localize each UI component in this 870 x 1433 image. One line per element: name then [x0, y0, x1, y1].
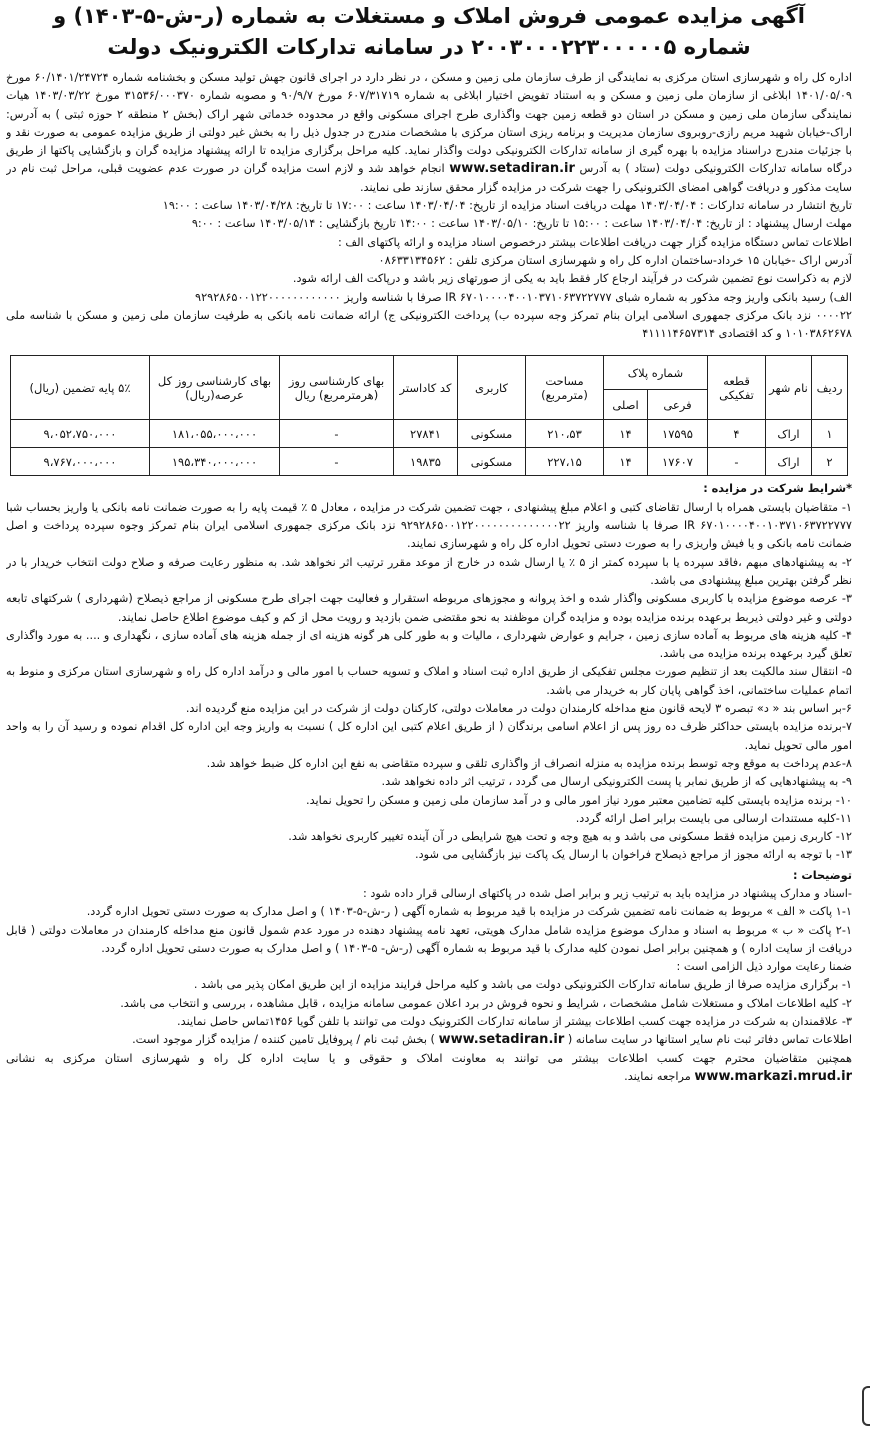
ad-title-line2: شماره ۲۰۰۳۰۰۰۲۲۳۰۰۰۰۰۵ در سامانه تدارکات الکترونیک دولت [107, 35, 751, 59]
condition-item: ۱۱-کلیه مستندات ارسالی می بایست برابر اصل ارائه گردد. [575, 811, 852, 825]
cell-city: اراک [766, 420, 812, 448]
cell-area: ۲۱۰،۵۳ [526, 420, 604, 448]
notes-heading: توضیحات : [792, 868, 852, 882]
cell-price-sqm: - [280, 420, 394, 448]
col-base-guarantee: ۵٪ پایه تضمین (ریال) [11, 356, 150, 420]
condition-item: ۳- عرصه موضوع مزایده با کاربری مسکونی واگذار شده و اخذ پروانه و مجوزهای مربوطه استقرار و فعالیت جهت اجرای طرح مسکونی از مراجع ذیصلاح (شهرداری ) شرکتهای تابعه دولتی و غیر دولتی ذیربط برعهده برنده مزایده بوده و مزایده گران موظفند به نحو مقتضی ضمن بازدید و رویت محل از کم و کیف موضوع اطلاع حاصل نمایند. [6, 592, 852, 624]
cell-main: ۱۴ [604, 420, 648, 448]
bank-receipt-line: الف) رسید بانکی واریز وجه مذکور به شماره شبای IR ۶۷۰۱۰۰۰۰۴۰۰۱۰۳۷۱۰۶۳۷۲۲۷۷۷ صرفا با شناسه واریز ۹۲۹۲۸۶۵۰۰۱۲۲۰۰۰۰۰۰۰۰۰۰۰۰ [195, 290, 852, 304]
condition-item: ۱۰- برنده مزایده بایستی کلیه تضامین معتبر مورد نیاز امور مالی و در آمد سازمان ملی زمین و مسکن را تحویل نماید. [306, 793, 852, 807]
page-edge-mark [862, 1386, 870, 1426]
dates-block [6, 197, 852, 307]
cell-price-sqm: - [280, 448, 394, 476]
condition-item: ۵- انتقال سند مالکیت بعد از تنظیم صورت مجلس تفکیکی از طریق اداره ثبت اسناد و املاک و تسویه حساب با امور مالی و درآمد اداره کل راه و شهرسازی استان مرکزی و منوط به اتمام عملیات ساختمانی، اخذ گواهی پایان کار به خریدار می باشد. [6, 665, 852, 697]
cell-usage: مسکونی [458, 420, 526, 448]
col-area: مساحت (مترمربع) [526, 356, 604, 420]
note-item: ضمنا رعایت موارد ذیل الزامی است : [676, 960, 852, 974]
col-plate-sub: فرعی [648, 390, 708, 420]
guarantee-note: لازم به ذکراست نوع تضمین شرکت در فرآیند ارجاع کار فقط باید به یکی از صورتهای زیر باشد و درپاکت الف ارائه شود. [292, 272, 852, 286]
submission-dates: مهلت ارسال پیشنهاد : از تاریخ: ۱۴۰۳/۰۴/۰۴ ساعت : ۱۵:۰۰ تا تاریخ: ۱۴۰۳/۰۵/۱۰ ساعت : ۱۴:۰۰ تاریخ بازگشایی : ۱۴۰۳/۰۵/۱۴ ساعت : ۹:۰۰ [191, 217, 852, 231]
setad-link-footer[interactable]: www.setadiran.ir [438, 1032, 565, 1048]
contact-heading: اطلاعات تماس دستگاه مزایده گزار جهت دریافت اطلاعات بیشتر درخصوص اسناد مزایده و ارائه پاکتهای الف : [338, 235, 852, 249]
cell-price-total: ۱۸۱،۰۵۵،۰۰۰،۰۰۰ [150, 420, 280, 448]
condition-item: ۹- به پیشنهادهایی که از طریق نمابر یا پست الکترونیکی ارسال می گردد ، ترتیب اثر داده نخواهد شد. [381, 775, 852, 789]
note-item: ۳- علاقمندان به شرکت در مزایده جهت کسب اطلاعات بیشتر از سامانه تدارکات الکترونیک دولت می توانند با تلفن گویا ۱۴۵۶تماس حاصل نمایند. [177, 1015, 852, 1029]
cell-base: ۹،۰۵۲،۷۵۰،۰۰۰ [11, 420, 150, 448]
condition-item: ۱۲- کاربری زمین مزایده فقط مسکونی می باشد و به هیچ وجه و تحت هیچ شرایطی در آن آینده تغییر کاربری نخواهد شد. [288, 830, 852, 844]
cell-city: اراک [766, 448, 812, 476]
guarantee-options: ۰۰۰۰۲۲ نزد بانک مرکزی جمهوری اسلامی ایران بنام تمرکز وجه سپرده ب) پرداخت الکترونیکی ج) ارائه ضمانت نامه بانکی به طرفیت سازمان ملی زمین و مسکن با شناسه ملی ۱۰۱۰۳۸۶۲۶۷۸ و کد اقتصادی ۴۱۱۱۱۴۶۵۷۳۱۴ [6, 308, 852, 341]
cell-cadastre: ۱۹۸۳۵ [394, 448, 458, 476]
properties-table [10, 355, 848, 476]
table-row [11, 448, 848, 476]
note-item: -اسناد و مدارک پیشنهاد در مزایده باید به ترتیب زیر و برابر اصل شده در پاکتهای ارسالی قرار داده شود : [362, 886, 852, 900]
office-address: آدرس اراک -خیابان ۱۵ خرداد-ساختمان اداره کل راه و شهرسازی استان مرکزی تلفن : ۰۸۶۳۳۱۳۴۵۶۲ [378, 253, 852, 267]
note-item: ۱- برگزاری مزایده صرفا از طریق سامانه تدارکات الکترونیکی دولت می باشد و کلیه مراحل فرایند مزایده از این طریق امکان پذیر می باشد . [193, 978, 852, 992]
markazi-link[interactable]: www.markazi.mrud.ir [694, 1068, 852, 1084]
cell-base: ۹،۷۶۷،۰۰۰،۰۰۰ [11, 448, 150, 476]
conditions-heading: *شرایط شرکت در مزایده : [703, 482, 852, 496]
contact-post: ) بخش ثبت نام / پروفایل تامین کننده / مزایده گزار موجود است. [132, 1033, 435, 1047]
note-item: ۲- کلیه اطلاعات املاک و مستغلات شامل مشخصات ، شرایط و نحوه فروش در برد اعلان عمومی سامانه مزایده ، قابل مشاهده ، بررسی و انتخاب می باشد. [120, 996, 852, 1010]
condition-item: ۸-عدم پرداخت به موقع وجه توسط برنده مزایده به منزله انصراف از واگذاری تلقی و سپرده متقاضی به نفع این اداره کل ضبط خواهد شد. [206, 756, 852, 770]
col-plate-main: اصلی [604, 390, 648, 420]
col-parcel: قطعه تفکیکی [708, 356, 766, 420]
intro-body-end: انجام خواهد شد و لازم است مزایده گران در صورت عدم عضویت قبلی، مراحل ثبت نام در سایت مذکور و دریافت گواهی امضای الکترونیکی را جهت شرکت در مزایده گزار محقق سازند طی نمایند. [6, 162, 852, 194]
contact-end: مراجعه نمایند. [624, 1069, 691, 1083]
col-price-sqm: بهای کارشناسی روز (هرمترمربع) ریال [280, 356, 394, 420]
condition-item: ۱۳- با توجه به ارائه مجوز از مراجع ذیصلاح فراخوان با ارسال یک پاکت نیز بازگشایی می شود. [415, 848, 852, 862]
col-row: ردیف [812, 356, 848, 420]
contact-info [6, 1031, 852, 1049]
col-plate: شماره پلاک [604, 356, 708, 390]
intro-paragraph [6, 69, 852, 197]
advertisement-document [6, 0, 852, 1433]
cell-row: ۱ [812, 420, 848, 448]
notes-list [6, 885, 852, 1031]
cell-price-total: ۱۹۵،۳۴۰،۰۰۰،۰۰۰ [150, 448, 280, 476]
note-item: ۱-۱ پاکت « الف » مربوط به ضمانت نامه تضمین شرکت در مزایده با قید مربوط به شماره آگهی ( ر-ش-۵-۱۴۰۳ ) و اصل مدارک به صورت دستی تحویل اداره گردد. [86, 905, 852, 919]
col-usage: کاربری [458, 356, 526, 420]
note-item: ۲-۱ پاکت « ب » مربوط به اسناد و مدارک موضوع مزایده شامل مدارک هویتی، تعهد نامه پیشنهاد دهنده در مورد عدم شمول قانون منع مداخله کارمندان در معاملات دولتی ( قابل دریافت از سایت اداره ) و همچنین برابر اصل نمودن کلیه مدارک با قید مربوط به شماره آگهی (ر-ش- ۵-۱۴۰۳ ) و اصل مدارک به صورت دستی تحویل اداره گردد. [6, 923, 852, 955]
condition-item: ۲- به پیشنهادهای مبهم ،فاقد سپرده یا با سپرده کمتر از ۵ ٪ یا ارسال شده در خارج از موعد مقرر ترتیب اثر نخواهد شد. به منظور رعایت صرفه و صلاح دولت انتخاب خریدار با در نظر گرفتن بهترین مبلغ پیشنهادی می باشد. [6, 555, 852, 587]
cell-sub: ۱۷۵۹۵ [648, 420, 708, 448]
cell-parcel: ۴ [708, 420, 766, 448]
condition-item: ۱- متقاضیان بایستی همراه با ارسال تقاضای کتبی و اعلام مبلغ پیشنهادی ، جهت تضمین شرکت در مزایده ، معادل ۵ ٪ قیمت پایه را به صورت ضمانت نامه بانکی یا واریز بحساب شبا IR ۶۷۰۱۰۰۰۰۴۰۰۱۰۳۷۱۰۶۳۷۲۲۷۷۷ صرفا با شناسه واریز ۹۲۹۲۸۶۵۰۰۱۲۲۰۰۰۰۰۰۰۰۰۰۰۰۰۰۲۲ نزد بانک مرکزی جمهوری اسلامی ایران بنام تمرکز وجوه سپرده پرداخت و اصل ضمانت نامه بانکی و یا فیش واریزی را به صورت دستی تحویل اداره کل راه و شهرسازی نمایند. [6, 500, 852, 551]
col-city: نام شهر [766, 356, 812, 420]
contact-line2: همچنین متقاضیان محترم جهت کسب اطلاعات بیشتر می توانند به معاونت املاک و حقوقی و یا سایت اداره کل راه و شهرسازی استان مرکزی به نشانی [6, 1051, 852, 1065]
condition-item: ۷-برنده مزایده بایستی حداکثر ظرف ده روز پس از اعلام اسامی برندگان ( از طریق اعلام کتبی این اداره کل ) نسبت به واریز وجه این اداره کل اقدام نموده و رسید آن را به واحد امور مالی تحویل نماید. [6, 720, 852, 752]
cell-parcel: - [708, 448, 766, 476]
cell-main: ۱۴ [604, 448, 648, 476]
cell-usage: مسکونی [458, 448, 526, 476]
condition-item: ۶-بر اساس بند « د» تبصره ۳ لایحه قانون منع مداخله کارمندان دولت در معاملات دولتی، کارکنان دولت از شرکت در این مزایده منع گردیده اند. [185, 702, 852, 716]
publish-dates: تاریخ انتشار در سامانه تدارکات : ۱۴۰۳/۰۴/۰۴ مهلت دریافت اسناد مزایده از تاریخ: ۱۴۰۳/۰۴/۰۴ ساعت : ۱۷:۰۰ تا تاریخ: ۱۴۰۳/۰۴/۲۸ ساعت : ۱۹:۰۰ [162, 199, 852, 213]
condition-item: ۴- کلیه هزینه های مربوط به آماده سازی زمین ، جرایم و عوارض شهرداری ، مالیات و به طور کلی هر گونه هزینه ای از جمله هزینه های آماده سازی ، نگهداری و .... به مورد واگذاری تعلق گیرد برعهده برنده مزایده می باشد. [6, 628, 852, 661]
cell-sub: ۱۷۶۰۷ [648, 448, 708, 476]
conditions-list [6, 499, 852, 865]
cell-cadastre: ۲۷۸۴۱ [394, 420, 458, 448]
contact-more [6, 1050, 852, 1087]
setad-link[interactable]: www.setadiran.ir [449, 161, 575, 177]
col-price-total: بهای کارشناسی روز کل عرصه(ریال) [150, 356, 280, 420]
cell-row: ۲ [812, 448, 848, 476]
ad-title-line1: آگهی مزایده عمومی فروش املاک و مستغلات به شماره (ر-ش-۵-۱۴۰۳) و [53, 4, 805, 28]
contact-pre: اطلاعات تماس دفاتر ثبت نام سایر استانها در سایت سامانه ( [567, 1033, 852, 1047]
cell-area: ۲۲۷،۱۵ [526, 448, 604, 476]
intro-body: اداره کل راه و شهرسازی استان مرکزی به نمایندگی از طرف سازمان ملی زمین و مسکن ، در نظر دارد در اجرای قانون جهش تولید مسکن و بخشنامه شماره ۶۰/۱۴۰۱/۲۴۷۲۴ مورخ ۱۴۰۱/۰۵/۰۹ ابلاغی از سازمان ملی زمین و مسکن و به استناد تفویض اختیار ابلاغی به شماره ۶۰۷/۳۱۷۱۹ مورخ ۹۰/۹/۷ و مصوبه شماره ۳۱۵۳۶/۰۰۰۳۷۰ مورخ ۱۴۰۳/۰۳/۲۲ هیات نمایندگی سازمان ملی زمین و مسکن در استان دو قطعه زمین جهت واگذاری طرح اجرای مسکونی واقع در محدوده خدماتی شهر اراک (بخش ۲ منطقه ۲ حوزه ثبتی ) به آدرس: اراک-خیابان شهید مریم رازی-روبروی سازمان مدیریت و برنامه ریزی استان مرکزی با مشخصات مندرج در جدول ذیل را به بخش غیر دولتی از طریق مزایده عمومی به صورت نقد و با جزئیات مندرج دراسناد مزایده با بهره گیری از سامانه تدارکات الکترونیکی دولت واگذار نماید. کلیه مراحل برگزاری مزایده تا ارائه پیشنهاد مزایده گران و بازگشایی پاکتها از طریق درگاه سامانه تدارکات الکترونیکی دولت (ستاد ) به آدرس [6, 71, 852, 176]
col-cadastre: کد کاداستر [394, 356, 458, 420]
table-row [11, 420, 848, 448]
